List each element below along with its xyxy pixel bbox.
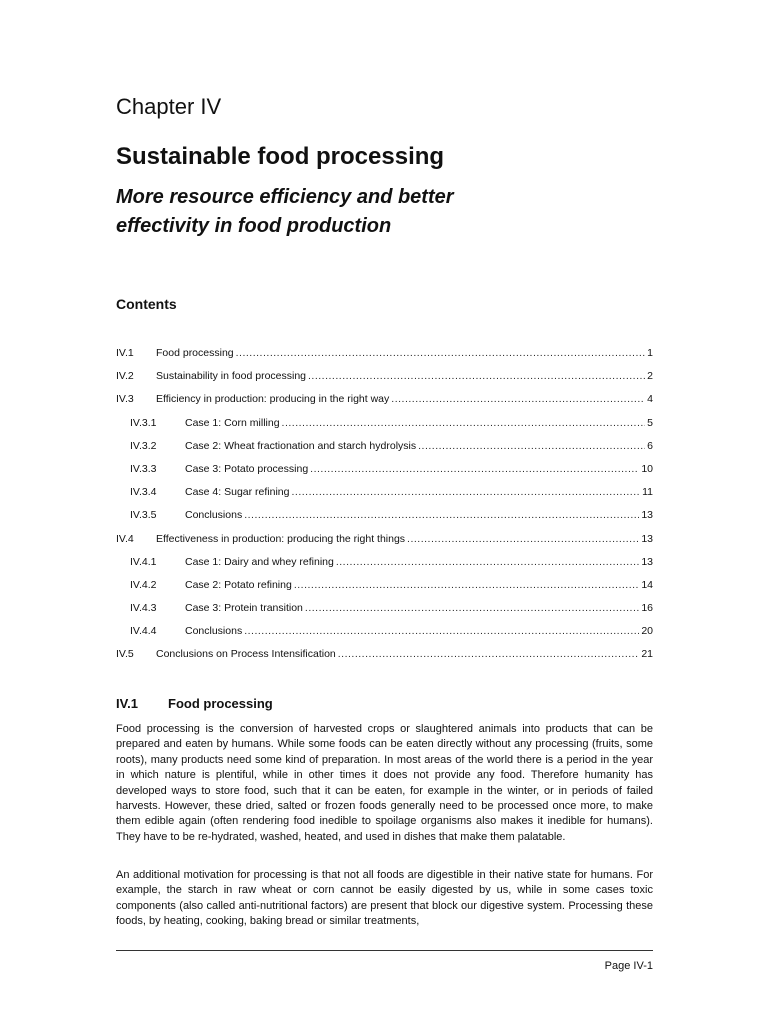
toc-entry-title: Case 1: Corn milling: [185, 416, 280, 429]
toc-entry[interactable]: [116, 599, 653, 622]
toc-entry-page: 4: [647, 393, 653, 406]
toc-entry-number: IV.3.4: [130, 486, 157, 499]
toc-entry-page: 1: [647, 347, 653, 359]
toc-leader-dots: [291, 483, 640, 501]
section-heading: [116, 696, 273, 711]
section-number: IV.1: [116, 696, 138, 711]
toc-leader-dots: [294, 576, 639, 594]
toc-entry[interactable]: [116, 622, 653, 645]
toc-entry-number: IV.4.4: [130, 625, 157, 638]
toc-entry-number: IV.4.2: [130, 578, 157, 591]
toc-entry[interactable]: [116, 506, 653, 529]
toc-entry-number: IV.3: [116, 393, 134, 406]
toc-entry-number: IV.5: [116, 648, 134, 661]
document-page: [116, 0, 653, 1024]
toc-entry-title: Case 3: Protein transition: [185, 602, 303, 615]
toc-entry-title: Sustainability in food processing: [156, 370, 307, 383]
toc-leader-dots: [407, 530, 639, 548]
table-of-contents: [116, 344, 653, 669]
chapter-subtitle: More resource efficiency and better effectivity in food production: [116, 186, 454, 237]
toc-entry[interactable]: [116, 414, 653, 437]
body-paragraph: An additional motivation for processing is that not all foods are digestible in their native state for humans. For example, the starch in raw wheat or corn cannot be easily digested by us, while in some cases toxic components (also called anti-nutritional factors) are present that block our digestive system. Processing these foods, by heating, cooking, baking bread or similar treatments,: [116, 869, 653, 928]
toc-entry[interactable]: [116, 576, 653, 599]
toc-entry-number: IV.3.3: [130, 462, 157, 475]
toc-entry-page: 16: [641, 602, 653, 615]
toc-entry-page: 10: [641, 462, 653, 475]
toc-entry-number: IV.4.1: [130, 555, 157, 568]
page-number: Page IV-1: [604, 960, 653, 972]
chapter-label: Chapter IV: [116, 94, 222, 119]
toc-entry-page: 11: [642, 486, 653, 499]
toc-leader-dots: [244, 506, 639, 524]
footer-rule: [116, 950, 653, 951]
toc-leader-dots: [236, 344, 646, 362]
toc-entry-number: IV.4: [116, 532, 134, 545]
toc-entry-title: Case 4: Sugar refining: [185, 486, 290, 499]
toc-entry-number: IV.4.3: [130, 602, 157, 615]
toc-entry-title: Conclusions: [185, 509, 243, 522]
toc-entry[interactable]: [116, 367, 653, 390]
toc-entry-title: Case 2: Wheat fractionation and starch hydrolysis: [185, 439, 417, 452]
toc-entry-page: 20: [641, 625, 653, 638]
toc-entry-page: 2: [647, 370, 653, 383]
toc-leader-dots: [308, 367, 645, 385]
toc-leader-dots: [282, 414, 646, 432]
toc-entry-title: Food processing: [156, 347, 234, 359]
toc-entry-page: 13: [641, 555, 653, 568]
body-paragraph: Food processing is the conversion of harvested crops or slaughtered animals into products that can be prepared and eaten by humans. While some foods can be eaten directly without any processing (fruits, some roots), many products need some kind of preparation. In most areas of the world there is a period in the year in which nature is plentiful, while in other times it does not provide any food. Therefore humanity has developed ways to store food, such that it can be eaten, for example in the winter, or in periods of failed harvests. However, these dried, salted or frozen foods generally need to be processed once more, to make them edible again (often rendering food inedible to spoilage organisms also makes it inedible for humans). They have to be re-hydrated, washed, heated, and used in dishes that make them palatable.: [116, 723, 653, 843]
toc-leader-dots: [336, 553, 639, 571]
toc-entry-number: IV.2: [116, 370, 134, 383]
toc-leader-dots: [244, 622, 639, 640]
toc-entry-title: Case 2: Potato refining: [185, 578, 292, 591]
toc-leader-dots: [391, 390, 645, 408]
toc-entry[interactable]: [116, 460, 653, 483]
toc-entry-page: 6: [647, 439, 653, 452]
toc-entry-number: IV.3.2: [130, 439, 157, 452]
toc-entry-title: Conclusions on Process Intensification: [156, 648, 336, 661]
toc-entry-page: 14: [641, 578, 653, 591]
toc-leader-dots: [305, 599, 639, 617]
toc-entry[interactable]: [116, 530, 653, 553]
toc-entry-page: 13: [641, 532, 653, 545]
toc-entry-title: Case 1: Dairy and whey refining: [185, 555, 334, 568]
toc-entry[interactable]: [116, 344, 653, 367]
toc-entry-title: Case 3: Potato processing: [185, 462, 309, 475]
chapter-title: Sustainable food processing: [116, 143, 445, 170]
section-title: Food processing: [168, 696, 273, 711]
toc-leader-dots: [310, 460, 639, 478]
toc-entry-number: IV.3.1: [130, 416, 157, 429]
contents-heading: Contents: [116, 296, 177, 312]
toc-entry[interactable]: [116, 437, 653, 460]
toc-entry-title: Conclusions: [185, 625, 243, 638]
toc-entry-page: 13: [641, 509, 653, 522]
toc-entry-page: 21: [641, 648, 653, 661]
toc-entry[interactable]: [116, 645, 653, 668]
toc-leader-dots: [418, 437, 645, 455]
toc-entry-title: Efficiency in production: producing in the right way: [156, 393, 390, 406]
toc-entry-number: IV.3.5: [130, 509, 157, 522]
toc-leader-dots: [338, 645, 640, 663]
toc-entry-title: Effectiveness in production: producing the right things: [156, 532, 406, 545]
toc-entry-page: 5: [647, 416, 653, 429]
toc-entry[interactable]: [116, 483, 653, 506]
toc-entry[interactable]: [116, 553, 653, 576]
toc-entry[interactable]: [116, 390, 653, 413]
toc-entry-number: IV.1: [116, 347, 134, 359]
